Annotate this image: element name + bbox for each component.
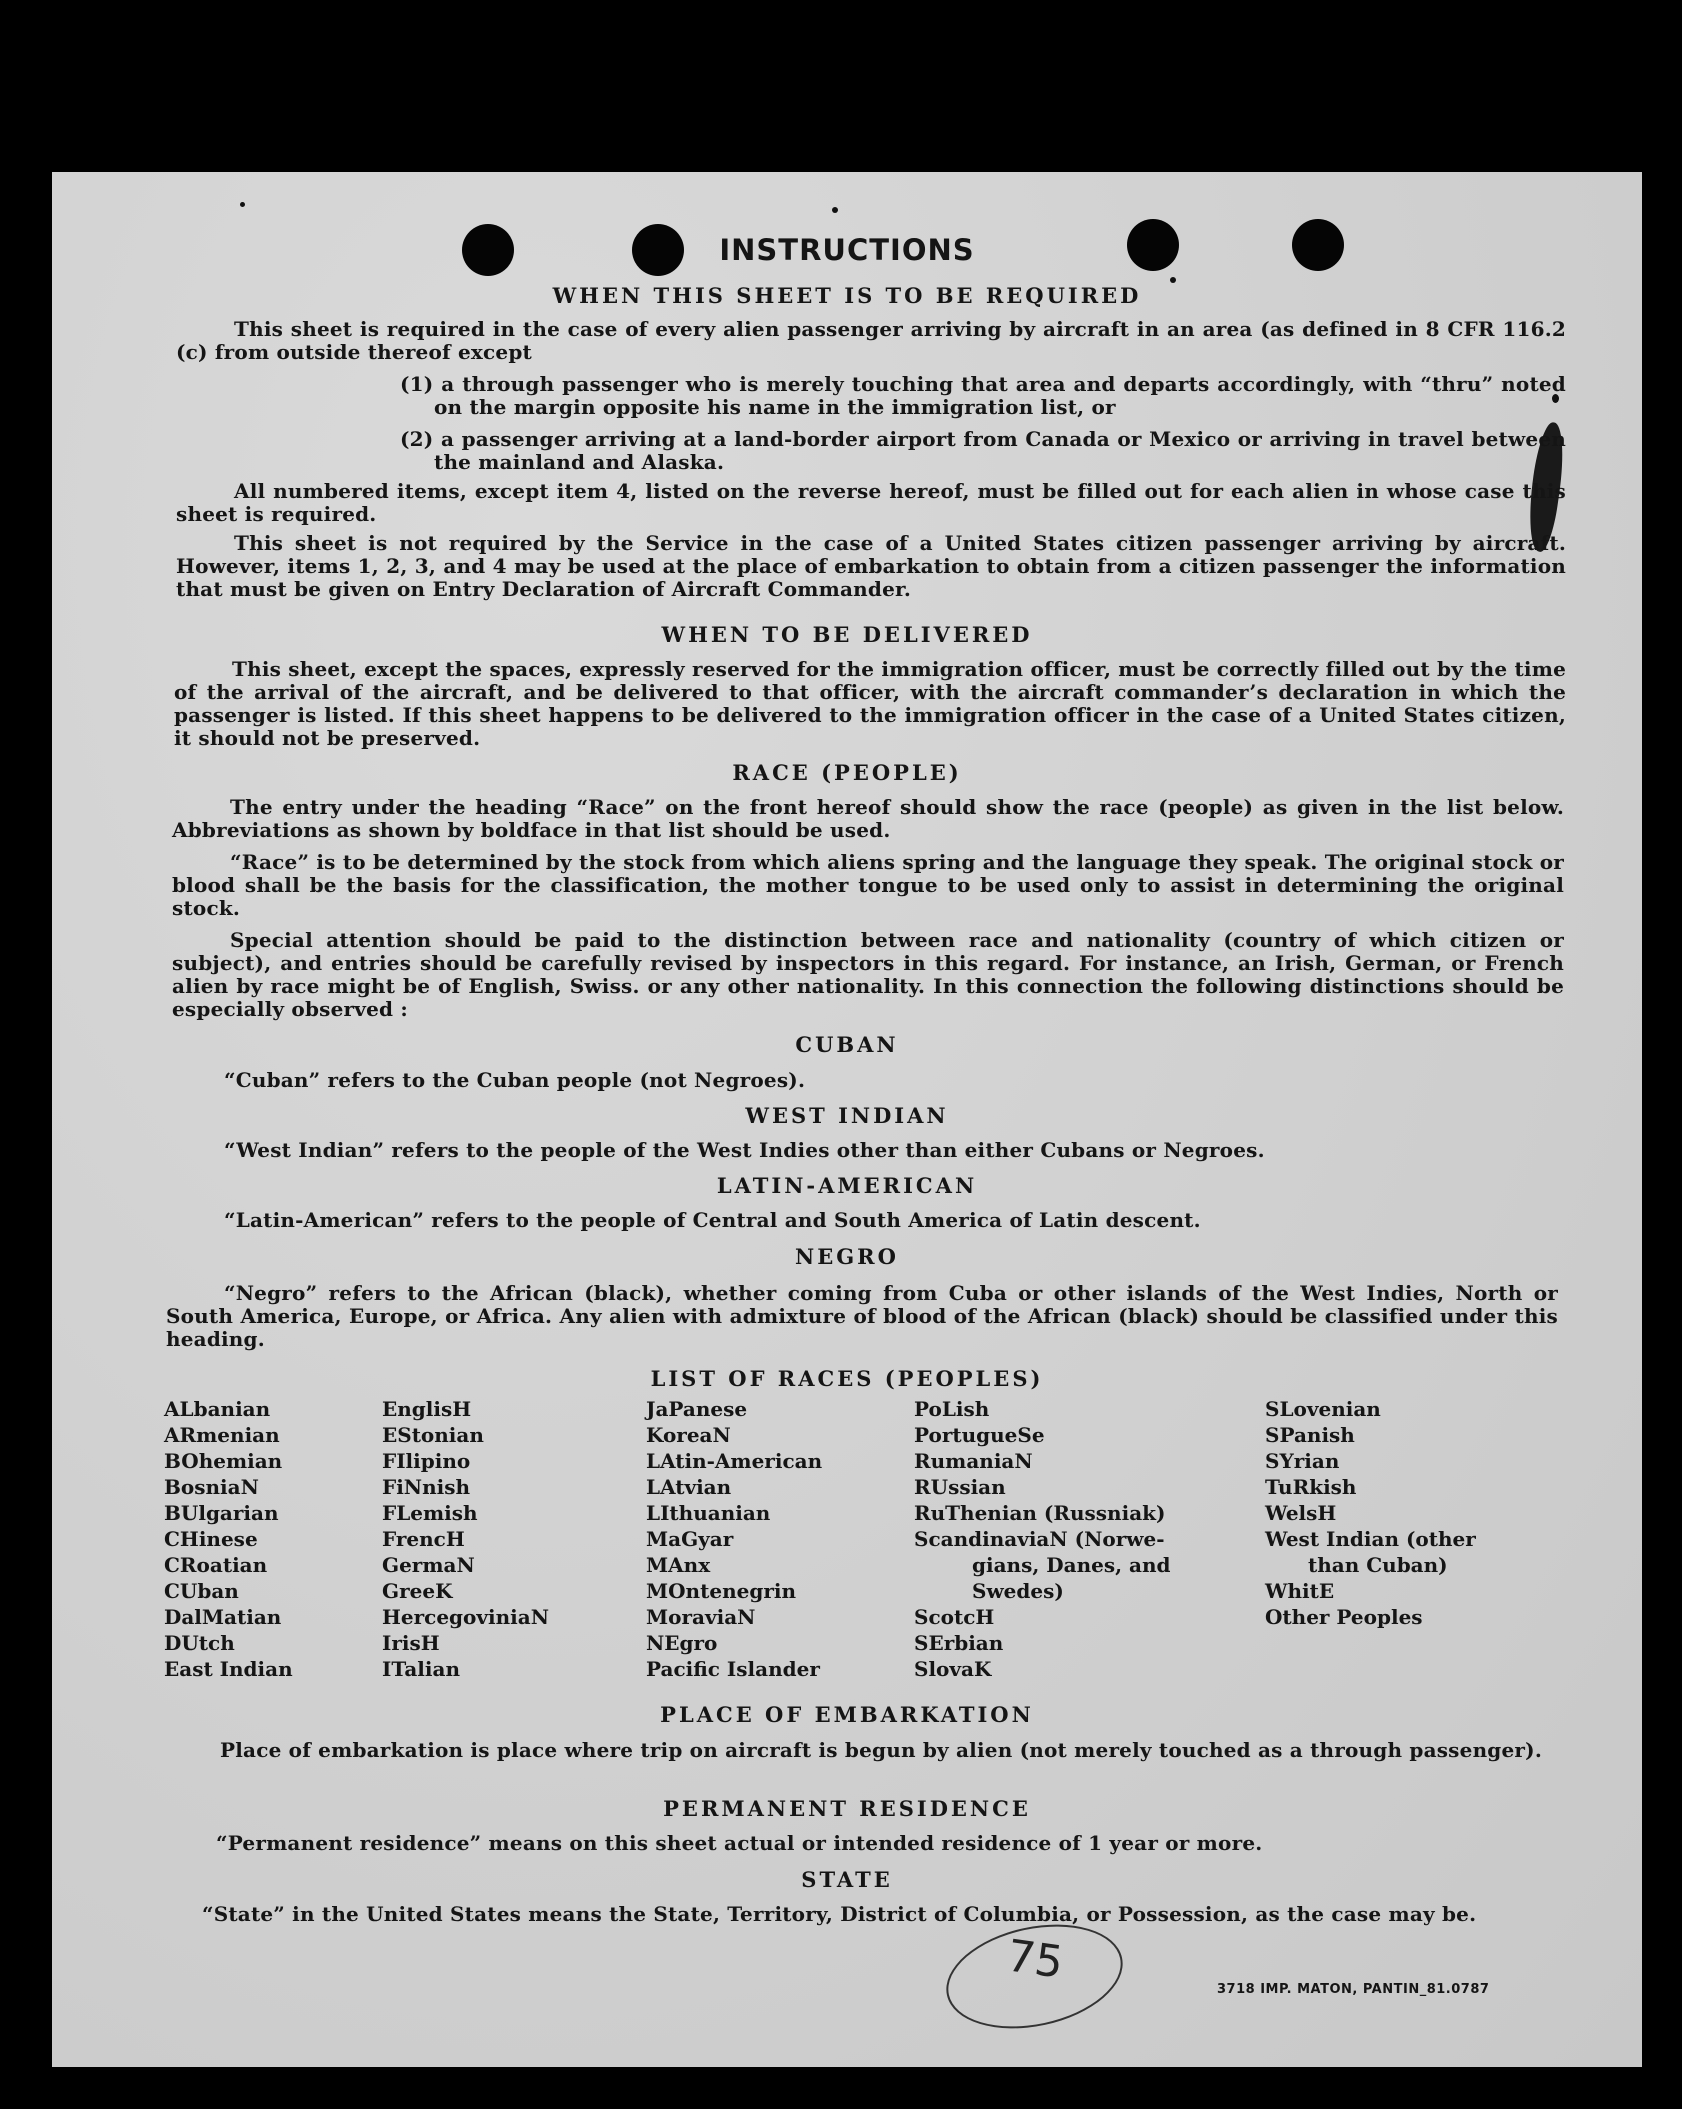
race-item: FIlipino	[382, 1449, 471, 1473]
race-item: SErbian	[914, 1631, 1004, 1655]
race-item: ScandinaviaN (Norwe-	[914, 1527, 1165, 1551]
race-item: NEgro	[646, 1631, 718, 1655]
section-heading-state: STATE	[801, 1867, 893, 1892]
section-heading-negro: NEGRO	[795, 1244, 899, 1269]
document-sheet	[52, 172, 1642, 2067]
race-item: SYrian	[1265, 1449, 1340, 1473]
race-item: East Indian	[164, 1657, 293, 1681]
race-paragraph-2: “Race” is to be determined by the stock from which aliens spring and the language they speak. The original stock or blood shall be the basis for the classification, the mother tongue to be used only to assist in determining the original stock.	[172, 850, 1564, 920]
west-indian-text: “West Indian” refers to the people of the West Indies other than either Cubans or Negroes.	[224, 1138, 1265, 1162]
race-item: Pacific Islander	[646, 1657, 820, 1681]
race-item: PoLish	[914, 1397, 990, 1421]
race-item: BosniaN	[164, 1475, 259, 1499]
race-item: MoraviaN	[646, 1605, 756, 1629]
section-heading-cuban: CUBAN	[795, 1032, 899, 1057]
embarkation-text	[162, 1739, 1554, 1762]
section-heading-latin-american: LATIN-AMERICAN	[716, 1173, 978, 1198]
embarkation-paragraph: Place of embarkation is place where trip on aircraft is begun by alien (not merely touched as a through passenger).	[220, 1738, 1542, 1762]
exception-item-1: (1) a through passenger who is merely touching that area and departs accordingly, with “thru” noted on the margin opposite his name in the immigration list, or	[400, 372, 1566, 419]
races-column-5	[1265, 1396, 1476, 1630]
race-item: MOntenegrin	[646, 1579, 796, 1603]
race-item: SLovenian	[1265, 1397, 1381, 1421]
race-item: HercegoviniaN	[382, 1605, 549, 1629]
race-item: JaPanese	[646, 1397, 748, 1421]
race-item: ARmenian	[164, 1423, 280, 1447]
speck	[832, 207, 838, 213]
race-item: PortugueSe	[914, 1423, 1045, 1447]
race-item: CUban	[164, 1579, 239, 1603]
state-text: “State” in the United States means the State, Territory, District of Columbia, or Possession, as the case may be.	[202, 1902, 1477, 1926]
negro-text	[166, 1282, 1558, 1351]
section-heading-embarkation: PLACE OF EMBARKATION	[660, 1702, 1034, 1727]
race-item: IrisH	[382, 1631, 440, 1655]
speck	[240, 202, 245, 207]
race-item: RUssian	[914, 1475, 1006, 1499]
race-item: EnglisH	[382, 1397, 472, 1421]
negro-paragraph: “Negro” refers to the African (black), whether coming from Cuba or other islands of the West Indies, North or South America, Europe, or Africa. Any alien with admixture of blood of the African (black) should be classified under this heading.	[166, 1281, 1558, 1351]
race-item-continued: gians, Danes, and	[972, 1553, 1171, 1577]
latin-american-text: “Latin-American” refers to the people of Central and South America of Latin descent.	[224, 1208, 1201, 1232]
race-item: SlovaK	[914, 1657, 992, 1681]
race-paragraph-1: The entry under the heading “Race” on the front hereof should show the race (people) as given in the list below. Abbreviations as shown by boldface in that list should be used.	[172, 795, 1564, 842]
cuban-text: “Cuban” refers to the Cuban people (not Negroes).	[224, 1068, 806, 1092]
delivery-paragraph: This sheet, except the spaces, expressly reserved for the immigration officer, must be correctly filled out by the time of the arrival of the aircraft, and be delivered to that officer, with the aircraft commander’s declaration in which the passenger is listed. If this sheet happens to be delivered to the immigration officer in the case of a United States citizen, it should not be preserved.	[174, 657, 1566, 750]
races-column-2	[382, 1396, 549, 1682]
intro-paragraph: This sheet is required in the case of every alien passenger arriving by aircraft in an area (as defined in 8 CFR 116.2 (c) from outside thereof except	[176, 317, 1566, 364]
race-item: CHinese	[164, 1527, 258, 1551]
race-item: RumaniaN	[914, 1449, 1033, 1473]
race-item: CRoatian	[164, 1553, 268, 1577]
race-item: TuRkish	[1265, 1475, 1357, 1499]
race-item: BOhemian	[164, 1449, 283, 1473]
race-item: MAnx	[646, 1553, 711, 1577]
delivery-text	[174, 658, 1566, 750]
race-item: EStonian	[382, 1423, 484, 1447]
race-item: WelsH	[1265, 1501, 1337, 1525]
race-item: GermaN	[382, 1553, 475, 1577]
race-item: DUtch	[164, 1631, 235, 1655]
section-heading-list-of-races: LIST OF RACES (PEOPLES)	[650, 1366, 1044, 1391]
page-title: INSTRUCTIONS	[719, 233, 975, 267]
race-item: LAtvian	[646, 1475, 732, 1499]
printer-imprint: 3718 IMP. MATON, PANTIN_81.0787	[1217, 1982, 1490, 1997]
race-item: WhitE	[1265, 1579, 1335, 1603]
races-column-4	[914, 1396, 1171, 1682]
race-text	[172, 796, 1564, 1021]
race-item: RuThenian (Russniak)	[914, 1501, 1166, 1525]
race-item: KoreaN	[646, 1423, 731, 1447]
race-item: FLemish	[382, 1501, 478, 1525]
section-heading-west-indian: WEST INDIAN	[745, 1103, 949, 1128]
race-item: DalMatian	[164, 1605, 282, 1629]
race-item: GreeK	[382, 1579, 453, 1603]
section-heading-race: RACE (PEOPLE)	[732, 760, 962, 785]
race-item: SPanish	[1265, 1423, 1355, 1447]
race-item: FiNnish	[382, 1475, 471, 1499]
race-item: West Indian (other	[1265, 1527, 1476, 1551]
section-heading-delivery: WHEN TO BE DELIVERED	[661, 622, 1033, 647]
race-paragraph-3: Special attention should be paid to the distinction between race and nationality (country of which citizen or subject), and entries should be carefully revised by inspectors in this regard. For instance, an Irish, German, or French alien by race might be of English, Swiss. or any other nationality. In this connection the following distinctions should be especially observed :	[172, 928, 1564, 1021]
race-item: FrencH	[382, 1527, 465, 1551]
race-item-continued: Swedes)	[972, 1579, 1064, 1603]
race-item: Other Peoples	[1265, 1605, 1423, 1629]
intro-block	[176, 318, 1566, 601]
exception-item-2: (2) a passenger arriving at a land-border airport from Canada or Mexico or arriving in travel between the mainland and Alaska.	[400, 427, 1566, 474]
race-item: MaGyar	[646, 1527, 734, 1551]
race-item: LAtin-American	[646, 1449, 823, 1473]
numbered-items-paragraph: All numbered items, except item 4, listed on the reverse hereof, must be filled out for each alien in whose case this sheet is required.	[176, 479, 1566, 526]
residence-text: “Permanent residence” means on this sheet actual or intended residence of 1 year or more.	[216, 1831, 1263, 1855]
race-item-continued: than Cuban)	[1308, 1553, 1448, 1577]
handwritten-number: 75	[1003, 1930, 1067, 1989]
race-item: ScotcH	[914, 1605, 995, 1629]
race-item: BUlgarian	[164, 1501, 279, 1525]
race-item: LIthuanian	[646, 1501, 771, 1525]
race-item: ALbanian	[164, 1397, 271, 1421]
citizen-paragraph: This sheet is not required by the Service in the case of a United States citizen passenger arriving by aircraft. However, items 1, 2, 3, and 4 may be used at the place of embarkation to obtain from a citizen passenger the information that must be given on Entry Declaration of Aircraft Commander.	[176, 531, 1566, 601]
races-column-1	[164, 1396, 293, 1682]
races-column-3	[646, 1396, 822, 1682]
section-heading-permanent-residence: PERMANENT RESIDENCE	[663, 1796, 1031, 1821]
race-item: ITalian	[382, 1657, 460, 1681]
section-heading-when-required: WHEN THIS SHEET IS TO BE REQUIRED	[552, 283, 1142, 308]
